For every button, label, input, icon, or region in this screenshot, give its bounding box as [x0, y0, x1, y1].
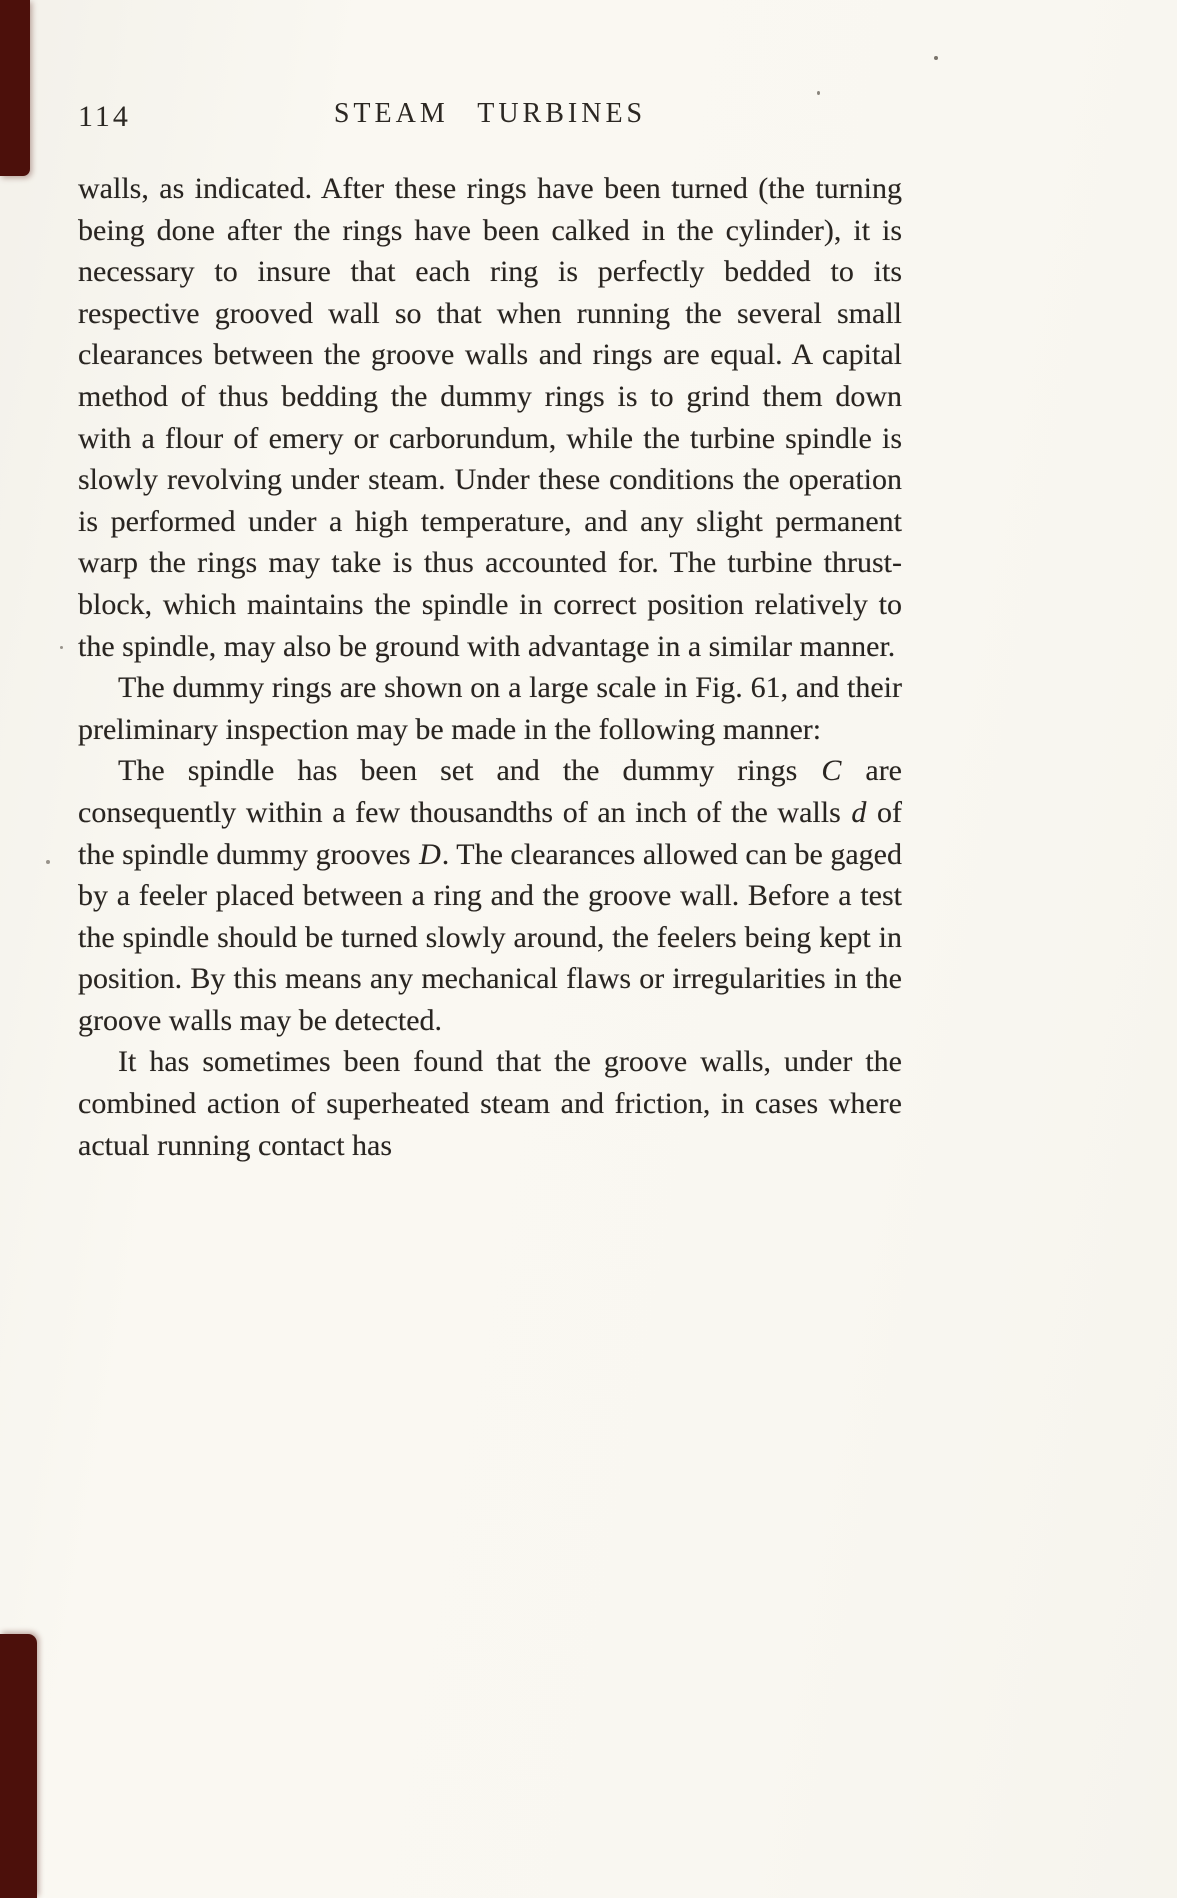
scan-speck: [60, 646, 63, 649]
scan-speck: [817, 91, 820, 95]
binding-edge-top: [0, 0, 30, 176]
page-header: [78, 98, 902, 140]
page-number: 114: [78, 100, 131, 133]
scan-speck: [46, 860, 50, 864]
page-body: [78, 168, 902, 1166]
running-title: STEAM TURBINES: [333, 98, 647, 129]
paragraph-groove-walls: It has sometimes been found that the groove walls, under the combined action of superheated steam and friction, in cases where actual running contact has: [78, 1045, 902, 1162]
paragraph-walls-continued: walls, as indicated. After these rings have been turned (the turning being done after the rings have been calked in the cylinder), it is necessary to insure that each ring is perfectly bedded to its respective grooved wall so that when running the several small clearances between the groove walls and rings are equal. A capital method of thus bedding the dummy rings is to grind them down with a flour of emery or carborundum, while the turbine spindle is slowly revolving under steam. Under these conditions the operation is performed under a high temperature, and any slight permanent warp the rings may take is thus accounted for. The turbine thrust-block, which maintains the spindle in correct position relatively to the spindle, may also be ground with advantage in a similar manner.: [78, 172, 902, 663]
paragraph-spindle-set: The spindle has been set and the dummy rings C are consequently within a few thousandths of an inch of the walls d of the spindle dummy grooves D. The clearances allowed can be gaged by a feeler placed between a ring and the groove wall. Before a test the spindle should be turned slowly around, the feelers being kept in position. By this means any mechanical flaws or irregularities in the groove walls may be detected.: [78, 754, 902, 1037]
paragraph-dummy-rings-scale: The dummy rings are shown on a large scale in Fig. 61, and their preliminary inspection may be made in the following manner:: [78, 671, 902, 746]
scan-speck: [934, 56, 938, 60]
binding-edge-bottom: [0, 1634, 37, 1898]
